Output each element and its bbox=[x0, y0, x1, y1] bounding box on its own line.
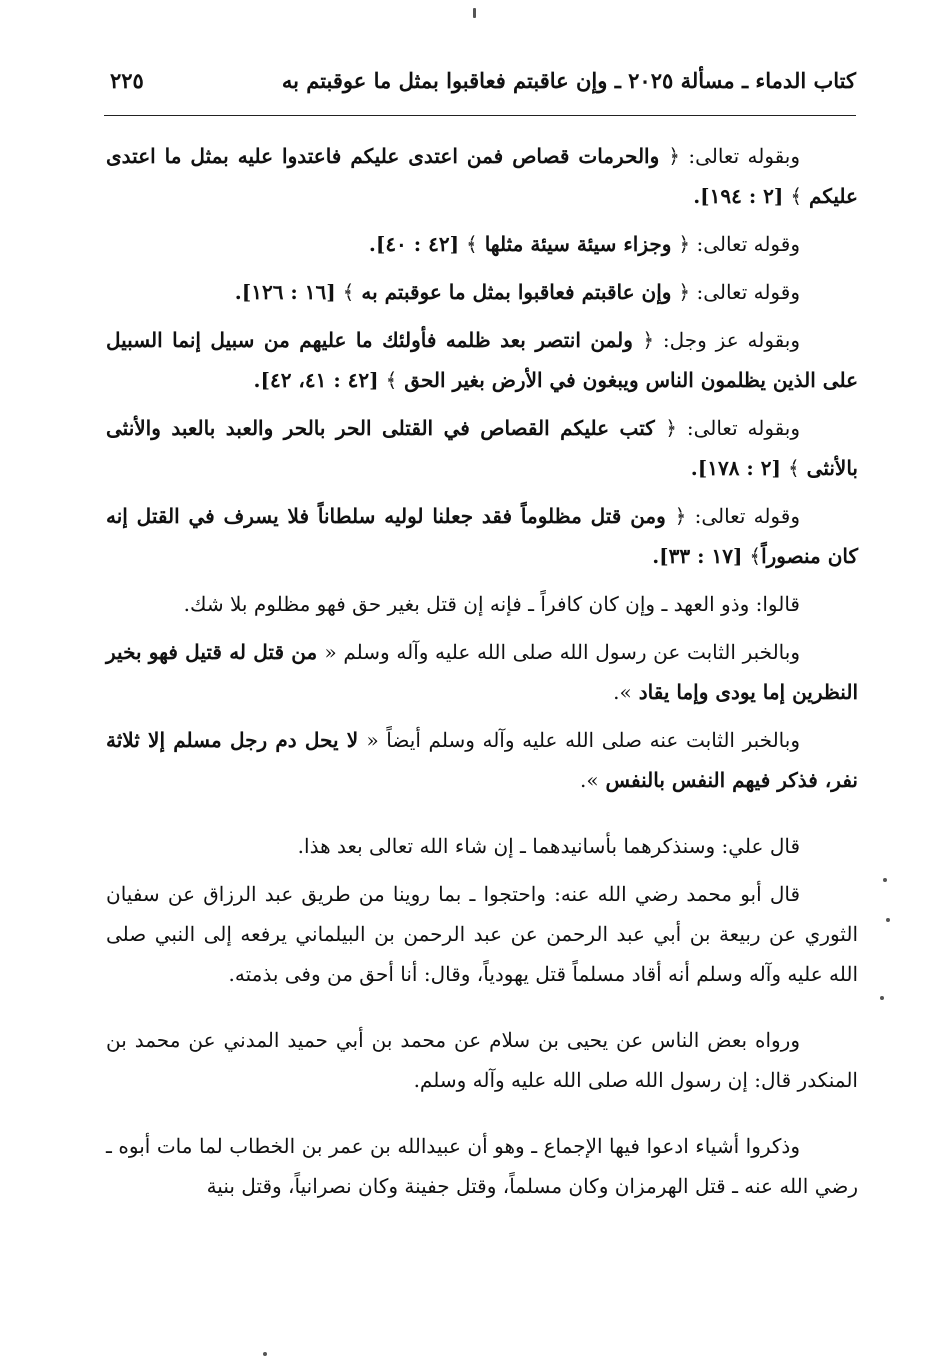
verse-reference: [٤٢ : ٤٠]. bbox=[368, 232, 467, 256]
scan-speck bbox=[263, 1352, 267, 1356]
paragraph-text: قالوا: وذو العهد ـ وإن كان كافراً ـ فإنه إن قتل بغير حق فهو مظلوم بلا شك. bbox=[183, 592, 800, 616]
quote-close: ﴾ bbox=[790, 184, 803, 208]
verse-intro: وقوله تعالى: ﴿ bbox=[678, 280, 800, 304]
quote-close: ﴾ bbox=[749, 544, 762, 568]
quote-close: ». bbox=[579, 768, 599, 792]
verse-intro: وبقوله تعالى: ﴿ bbox=[668, 144, 801, 168]
paragraph-text: ورواه بعض الناس عن يحيى بن سلام عن محمد بن أبي حميد المدني عن محمد بن المنكدر قال: إن رسول الله صلى الله عليه وآله وسلم. bbox=[106, 1028, 858, 1092]
paragraph-hadith-2 bbox=[106, 720, 858, 800]
quran-quote: ولمن انتصر بعد ظلمه فأولئك ما عليهم من سبيل إنما السبيل على الذين يظلمون الناس ويبغون في الأرض بغير الحق bbox=[106, 328, 858, 392]
paragraph-text: وذكروا أشياء ادعوا فيها الإجماع ـ وهو أن عبيدالله بن عمر بن الخطاب لما مات أبوه ـ رضي الله عنه ـ قتل الهرمزان وكان مسلماً، وقتل جفينة وكان نصرانياً، وقتل بنية bbox=[106, 1134, 858, 1198]
quran-quote: وإن عاقبتم فعاقبوا بمثل ما عوقبتم به bbox=[354, 280, 679, 304]
paragraph-text: قال علي: وسنذكرهما بأسانيدهما ـ إن شاء الله تعالى بعد هذا. bbox=[297, 834, 800, 858]
verse-reference: [١٦ : ١٢٦]. bbox=[234, 280, 343, 304]
hadith-intro: وبالخبر الثابت عنه صلى الله عليه وآله وسلم أيضاً « bbox=[366, 728, 801, 752]
quote-close: ﴾ bbox=[466, 232, 478, 256]
paragraph-verse-3 bbox=[106, 272, 858, 312]
verse-reference: [٢ : ١٧٨]. bbox=[690, 456, 788, 480]
hadith-quote: لا يحل دم رجل مسلم إلا ثلاثة نفر، فذكر فيهم النفس بالنفس bbox=[106, 728, 858, 792]
hadith-intro: وبالخبر الثابت عن رسول الله صلى الله عليه وآله وسلم « bbox=[324, 640, 801, 664]
paragraph-verse-4 bbox=[106, 320, 858, 400]
verse-intro: وقوله تعالى: ﴿ bbox=[678, 232, 800, 256]
scan-speck bbox=[886, 918, 890, 922]
paragraph-narration bbox=[106, 1020, 858, 1100]
paragraph-verse-6 bbox=[106, 496, 858, 576]
running-title: كتاب الدماء ـ مسألة ٢٠٢٥ ـ وإن عاقبتم فعاقبوا بمثل ما عوقبتم به bbox=[281, 68, 856, 93]
paragraph-verse-1 bbox=[106, 136, 858, 216]
quote-close: ﴾ bbox=[787, 456, 800, 480]
verse-intro: وقوله تعالى: ﴿ bbox=[674, 504, 800, 528]
scan-speck bbox=[473, 8, 476, 18]
paragraph-ali bbox=[106, 826, 858, 866]
page-number: ٢٢٥ bbox=[110, 68, 144, 93]
verse-intro: وبقوله تعالى: ﴿ bbox=[665, 416, 801, 440]
hadith-quote: من قتل له قتيل فهو بخير النظرين إما يودى وإما يقاد bbox=[106, 640, 858, 704]
scan-speck bbox=[880, 996, 884, 1000]
verse-reference: [١٧ : ٣٣]. bbox=[652, 544, 750, 568]
verse-intro: وبقوله عز وجل: ﴿ bbox=[642, 328, 801, 352]
scan-speck bbox=[883, 878, 887, 882]
quran-quote: كتب عليكم القصاص في القتلى الحر بالحر والعبد بالعبد والأنثى بالأنثى bbox=[106, 416, 858, 480]
paragraph-hadith-1 bbox=[106, 632, 858, 712]
verse-reference: [٤٢ : ٤١، ٤٢]. bbox=[253, 368, 386, 392]
header-rule bbox=[104, 115, 856, 116]
paragraph-ijma bbox=[106, 1126, 858, 1206]
paragraph-dhimmi bbox=[106, 584, 858, 624]
page-header bbox=[104, 60, 856, 116]
verse-reference: [٢ : ١٩٤]. bbox=[693, 184, 791, 208]
quran-quote: وجزاء سيئة سيئة مثلها bbox=[477, 232, 679, 256]
paragraph-verse-2 bbox=[106, 224, 858, 264]
quran-quote: ومن قتل مظلوماً فقد جعلنا لوليه سلطاناً فلا يسرف في القتل إنه كان منصوراً bbox=[106, 504, 858, 568]
quote-close: ﴾ bbox=[342, 280, 355, 304]
paragraph-abu-muhammad bbox=[106, 874, 858, 994]
quran-quote: والحرمات قصاص فمن اعتدى عليكم فاعتدوا عليه بمثل ما اعتدى عليكم bbox=[106, 144, 858, 208]
paragraph-verse-5 bbox=[106, 408, 858, 488]
main-text bbox=[106, 136, 858, 1214]
quote-close: ﴾ bbox=[385, 368, 398, 392]
paragraph-text: قال أبو محمد رضي الله عنه: واحتجوا ـ بما روينا من طريق عبد الرزاق عن سفيان الثوري عن ربيعة بن أبي عبد الرحمن عن عبد الرحمن بن البيلماني يرفعه إلى النبي صلى الله عليه وآله وسلم أنه أقاد مسلماً قتل يهودياً، وقال: أنا أحق من وفى بذمته. bbox=[106, 882, 858, 986]
quote-close: ». bbox=[613, 680, 632, 704]
